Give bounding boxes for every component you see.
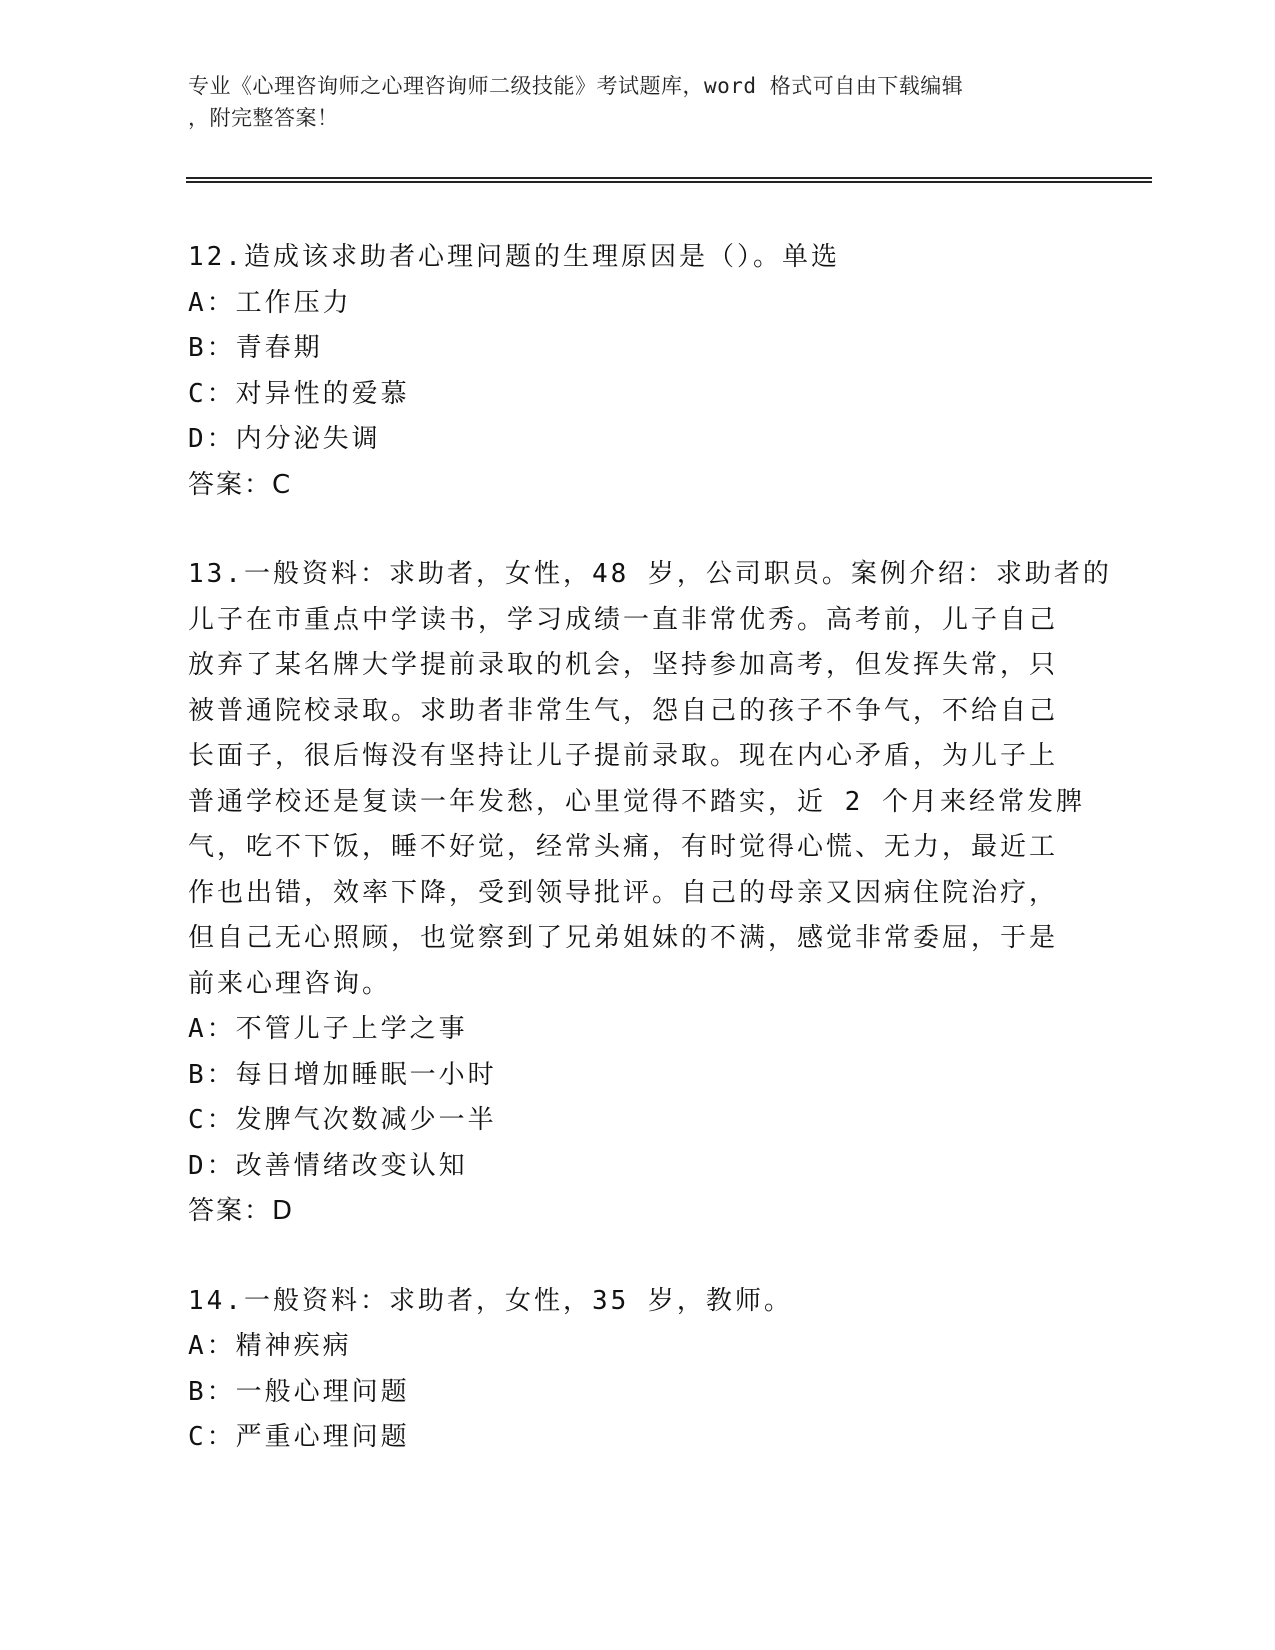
header-line-2: ，附完整答案！ [188, 106, 339, 130]
header-line-1: 专业《心理咨询师之心理咨询师二级技能》考试题库，word 格式可自由下载编辑 [188, 74, 964, 98]
question-13 [188, 552, 1112, 1235]
question-text-line: 12.造成该求助者心理问题的生理原因是（）。单选 [188, 242, 840, 272]
option-c: C：严重心理问题 [188, 1422, 410, 1452]
answer-line: 答案：D [188, 1196, 295, 1226]
question-12 [188, 235, 1088, 508]
header-rule-top [186, 177, 1152, 179]
question-list [188, 235, 1112, 1505]
question-text-line: 放弃了某名牌大学提前录取的机会，坚持参加高考，但发挥失常，只 [188, 650, 1059, 680]
option-b: B：青春期 [188, 333, 323, 363]
question-text-line: 前来心理咨询。 [188, 968, 392, 999]
answer-line: 答案：C [188, 469, 293, 500]
question-text-line: 被普通院校录取。求助者非常生气，怨自己的孩子不争气，不给自己 [188, 695, 1059, 726]
option-a: A：不管儿子上学之事 [188, 1014, 468, 1044]
option-d: D：改善情绪改变认知 [188, 1150, 468, 1181]
option-a: A：工作压力 [188, 287, 352, 318]
option-b: B：每日增加睡眠一小时 [188, 1059, 497, 1090]
question-14 [188, 1279, 1088, 1461]
question-text-line: 但自己无心照顾，也觉察到了兄弟姐妹的不满，感觉非常委屈，于是 [188, 923, 1059, 953]
question-text-line: 14.一般资料：求助者，女性，35 岁，教师。 [188, 1285, 793, 1316]
option-b: B：一般心理问题 [188, 1376, 410, 1407]
question-text-line: 作也出错，效率下降，受到领导批评。自己的母亲又因病住院治疗， [188, 877, 1059, 908]
question-text-line: 13.一般资料：求助者，女性，48 岁，公司职员。案例介绍：求助者的 [188, 559, 1112, 589]
option-c: C：对异性的爱慕 [188, 378, 410, 409]
document-header [188, 70, 1088, 134]
option-d: D：内分泌失调 [188, 424, 381, 454]
option-c: C：发脾气次数减少一半 [188, 1105, 497, 1135]
question-text-line: 长面子，很后悔没有坚持让儿子提前录取。现在内心矛盾，为儿子上 [188, 741, 1059, 771]
question-text-line: 气，吃不下饭，睡不好觉，经常头痛，有时觉得心慌、无力，最近工 [188, 832, 1059, 862]
question-text-line: 儿子在市重点中学读书，学习成绩一直非常优秀。高考前，儿子自己 [188, 604, 1059, 635]
question-text-line: 普通学校还是复读一年发愁，心里觉得不踏实，近 2 个月来经常发脾 [188, 786, 1085, 817]
option-a: A：精神疾病 [188, 1331, 352, 1361]
header-rule-bottom [186, 181, 1152, 183]
